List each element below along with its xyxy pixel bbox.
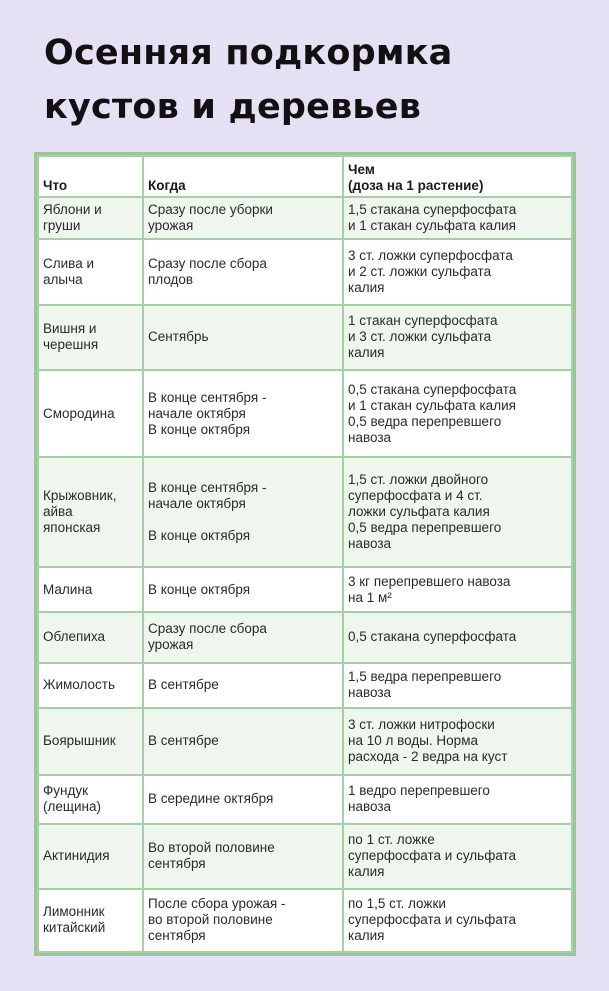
- cell-what: Лимонник китайский: [38, 889, 143, 952]
- cell-what: Жимолость: [38, 663, 143, 708]
- table-row: [38, 239, 572, 304]
- table-row: [38, 775, 572, 824]
- fertilizer-table-grid: [37, 155, 573, 953]
- cell-what: Боярышник: [38, 708, 143, 775]
- cell-when: В середине октября: [143, 775, 343, 824]
- cell-what: Яблони и груши: [38, 197, 143, 240]
- cell-dose: 3 ст. ложки суперфосфата и 2 ст. ложки сульфата калия: [343, 239, 572, 304]
- table-row: [38, 824, 572, 889]
- cell-dose: 0,5 стакана суперфосфата и 1 стакан сульфата калия 0,5 ведра перепревшего навоза: [343, 370, 572, 458]
- table-row: [38, 457, 572, 567]
- cell-dose: 3 ст. ложки нитрофоски на 10 л воды. Норма расхода - 2 ведра на куст: [343, 708, 572, 775]
- cell-when: Во второй половине сентября: [143, 824, 343, 889]
- cell-dose: 1,5 ст. ложки двойного суперфосфата и 4 ст. ложки сульфата калия 0,5 ведра перепревшего навоза: [343, 457, 572, 567]
- table-row: [38, 305, 572, 370]
- table-row: [38, 663, 572, 708]
- cell-what: Облепиха: [38, 612, 143, 663]
- cell-dose: по 1,5 ст. ложки суперфосфата и сульфата калия: [343, 889, 572, 952]
- table-row: [38, 708, 572, 775]
- cell-dose: 0,5 стакана суперфосфата: [343, 612, 572, 663]
- table-row: [38, 612, 572, 663]
- fertilizer-table: [34, 152, 576, 956]
- cell-when: Сразу после уборки урожая: [143, 197, 343, 240]
- header-when: Когда: [143, 156, 343, 197]
- cell-what: Крыжовник, айва японская: [38, 457, 143, 567]
- cell-what: Смородина: [38, 370, 143, 458]
- cell-when: В конце сентября - начале октября В конце октября: [143, 457, 343, 567]
- cell-when: В сентябре: [143, 663, 343, 708]
- cell-what: Фундук (лещина): [38, 775, 143, 824]
- table-row: [38, 567, 572, 612]
- cell-dose: 1 стакан суперфосфата и 3 ст. ложки сульфата калия: [343, 305, 572, 370]
- page-title: Осенняя подкормка кустов и деревьев: [44, 33, 453, 127]
- cell-dose: по 1 ст. ложке суперфосфата и сульфата калия: [343, 824, 572, 889]
- cell-what: Слива и алыча: [38, 239, 143, 304]
- table-row: [38, 197, 572, 240]
- cell-when: После сбора урожая - во второй половине сентября: [143, 889, 343, 952]
- cell-dose: 1,5 стакана суперфосфата и 1 стакан сульфата калия: [343, 197, 572, 240]
- table-row: [38, 889, 572, 952]
- cell-when: Сразу после сбора плодов: [143, 239, 343, 304]
- table-header-row: [38, 156, 572, 197]
- cell-dose: 3 кг перепревшего навоза на 1 м²: [343, 567, 572, 612]
- cell-what: Вишня и черешня: [38, 305, 143, 370]
- cell-what: Малина: [38, 567, 143, 612]
- cell-when: В конце октября: [143, 567, 343, 612]
- cell-when: В конце сентября - начале октября В конце октября: [143, 370, 343, 458]
- cell-dose: 1 ведро перепревшего навоза: [343, 775, 572, 824]
- cell-when: Сразу после сбора урожая: [143, 612, 343, 663]
- cell-when: Сентябрь: [143, 305, 343, 370]
- header-what: Что: [38, 156, 143, 197]
- table-row: [38, 370, 572, 458]
- cell-what: Актинидия: [38, 824, 143, 889]
- header-dose: Чем (доза на 1 растение): [343, 156, 572, 197]
- cell-dose: 1,5 ведра перепревшего навоза: [343, 663, 572, 708]
- cell-when: В сентябре: [143, 708, 343, 775]
